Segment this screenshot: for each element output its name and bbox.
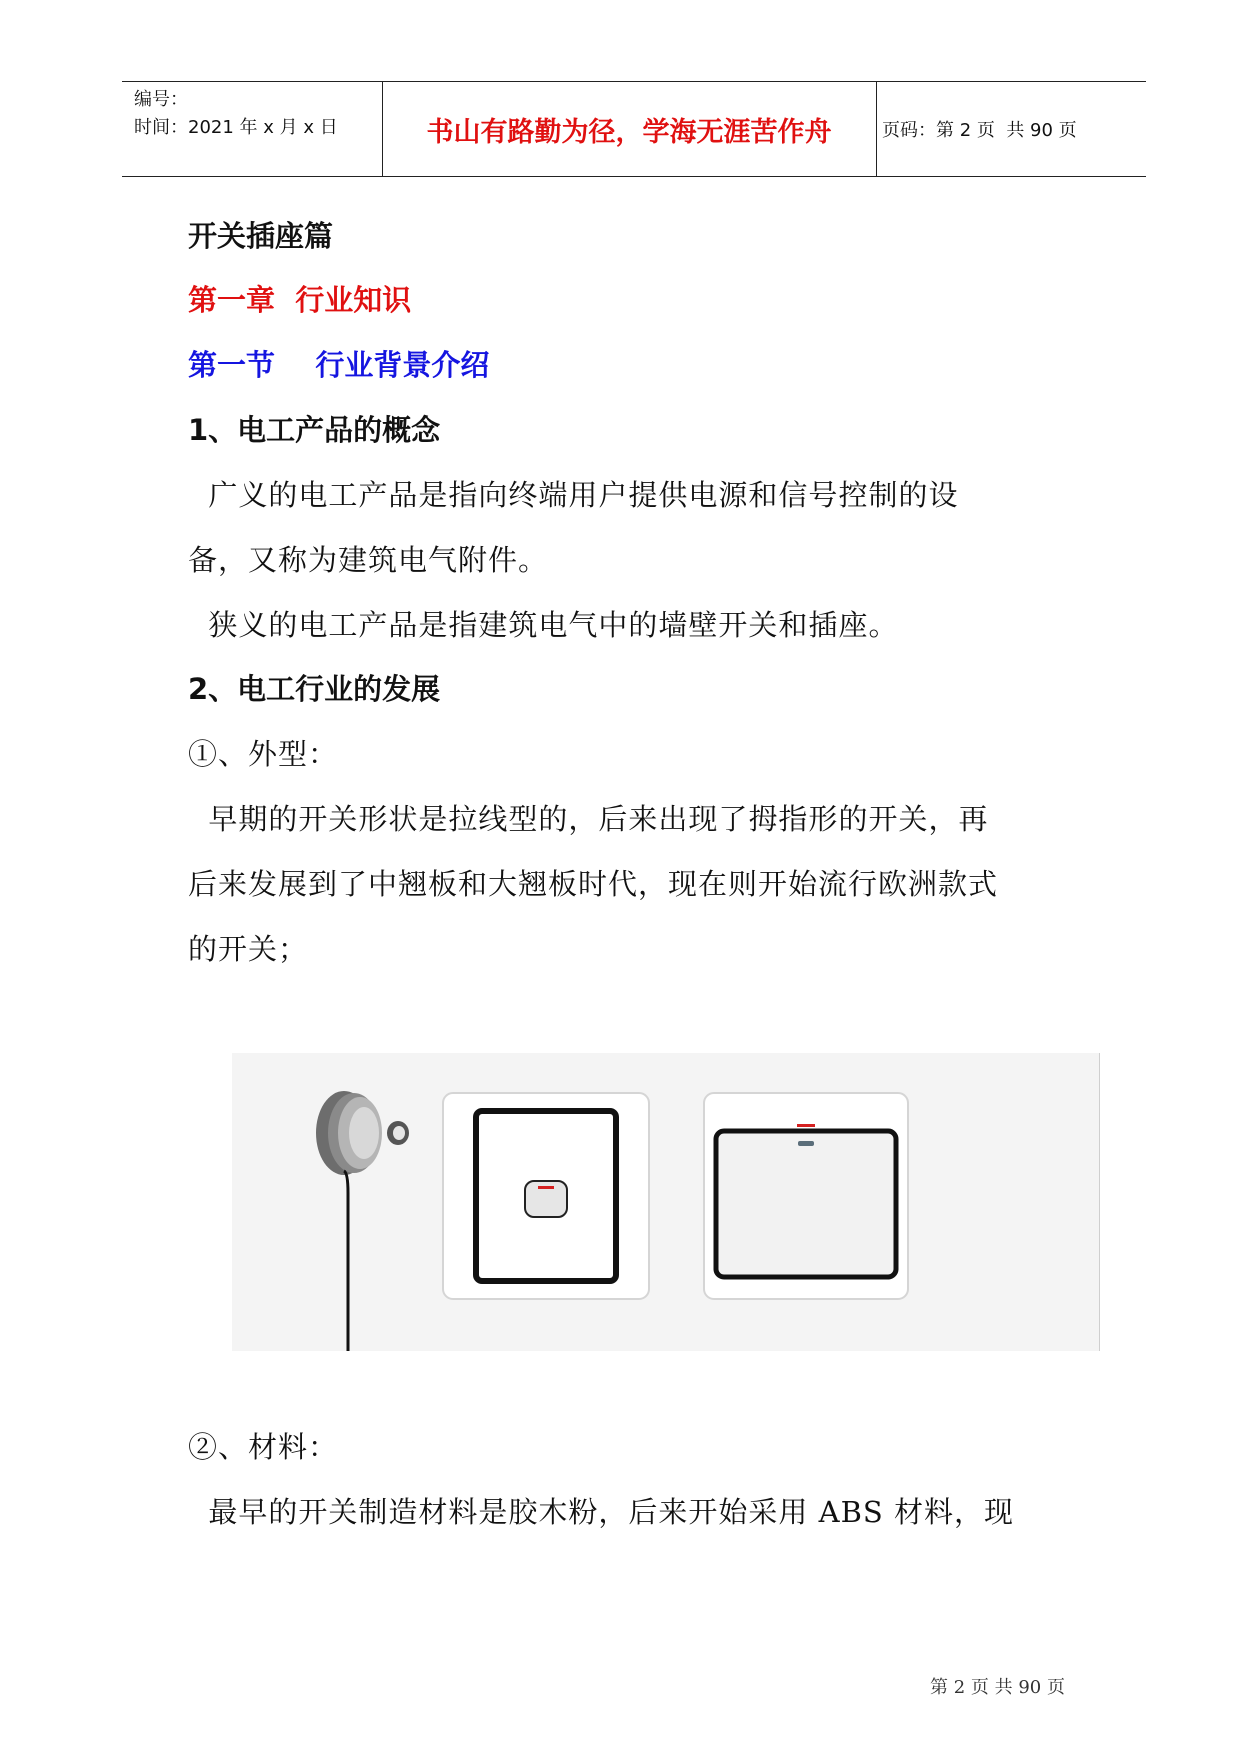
- header-divider: [876, 82, 877, 176]
- list-item-shape: ①、外型：: [188, 737, 339, 771]
- paragraph-line: 广义的电工产品是指向终端用户提供电源和信号控制的设: [188, 478, 959, 512]
- page-footer: 第 2 页 共 90 页: [930, 1677, 1065, 1698]
- paragraph-line: 备，又称为建筑电气附件。: [188, 543, 549, 577]
- paragraph-line: 早期的开关形状是拉线型的，后来出现了拇指形的开关，再: [188, 802, 989, 836]
- paragraph-line: 后来发展到了中翘板和大翘板时代，现在则开始流行欧洲款式: [188, 867, 999, 901]
- page-info-text: 页码：第 2 页 共 90 页: [882, 120, 1077, 141]
- header-motto: 书山有路勤为径，学海无涯苦作舟: [426, 116, 832, 148]
- list-item-material: ②、材料：: [188, 1430, 339, 1464]
- header-divider: [382, 82, 383, 176]
- header-page-info: [882, 82, 1077, 176]
- paragraph-line: 的开关；: [188, 932, 309, 966]
- switch-illustration: [232, 1053, 1100, 1351]
- subheading-development: 2、电工行业的发展: [188, 672, 441, 706]
- mid-rocker-switch-image: [443, 1093, 649, 1299]
- figure-edge: [1099, 1053, 1100, 1351]
- time-label: 时间：2021 年 x 月 x 日: [134, 117, 338, 138]
- header-meta: [134, 86, 338, 142]
- doc-title: 开关插座篇: [188, 219, 334, 253]
- chapter-heading: 第一章 行业知识: [188, 283, 412, 317]
- section-heading: 第一节 行业背景介绍: [188, 348, 490, 382]
- pull-cord-switch-image: [316, 1091, 409, 1351]
- number-label: 编号：: [134, 89, 188, 110]
- switch-evolution-figure: [232, 1053, 1100, 1351]
- subheading-concept: 1、电工产品的概念: [188, 413, 441, 447]
- page-header: [122, 81, 1146, 177]
- large-rocker-switch-image: [704, 1093, 908, 1299]
- paragraph-line: 狭义的电工产品是指建筑电气中的墙壁开关和插座。: [188, 608, 899, 642]
- paragraph-line: 最早的开关制造材料是胶木粉，后来开始采用 ABS 材料，现: [188, 1495, 1014, 1529]
